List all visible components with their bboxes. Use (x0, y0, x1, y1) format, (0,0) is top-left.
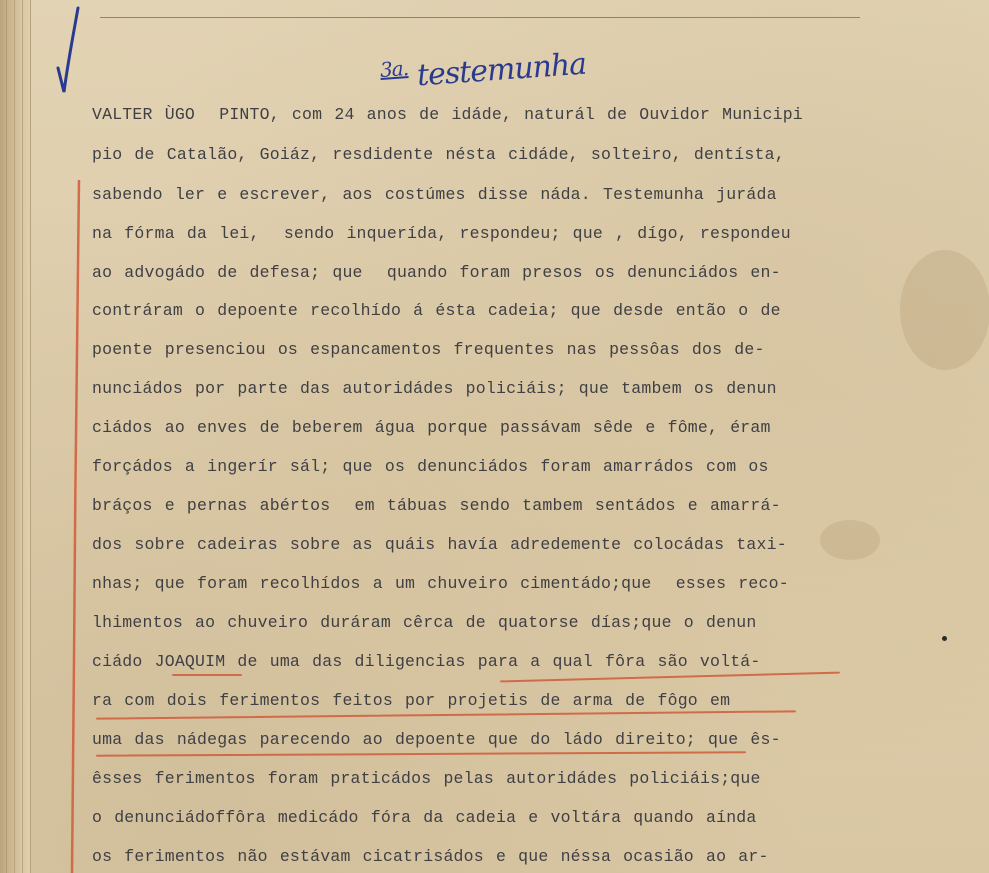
red-underline (172, 674, 242, 676)
binding-edge-line (14, 0, 15, 873)
top-rule-line (100, 17, 860, 18)
text-line: ra com dois ferimentos feitos por projetis de arma de fôgo em (92, 691, 731, 710)
ink-dot (942, 636, 947, 641)
text-line: contráram o depoente recolhído á ésta cadeia; que desde então o de (92, 301, 781, 320)
binding-edge-line (22, 0, 23, 873)
text-line: o denunciádoffôra medicádo fóra da cadeia e voltára quando aínda (92, 808, 757, 827)
text-line: poente presenciou os espancamentos frequentes nas pessôas dos de- (92, 340, 765, 359)
heading-word: testemunha (415, 46, 588, 94)
text-line: lhimentos ao chuveiro duráram cêrca de quatorse días;que o denun (92, 613, 757, 632)
witness-heading (378, 21, 681, 98)
text-line: êsses ferimentos foram praticádos pelas autoridádes policiáis;que (92, 769, 761, 788)
text-line: dos sobre cadeiras sobre as quáis havía adredemente colocádas taxi- (92, 535, 787, 554)
text-line: uma das nádegas parecendo ao depoente que do ládo direito; que ês- (92, 730, 781, 749)
text-line: ciádos ao enves de beberem água porque passávam sêde e fôme, éram (92, 418, 771, 437)
text-line: sabendo ler e escrever, aos costúmes disse náda. Testemunha juráda (92, 185, 777, 204)
text-line: na fórma da lei, sendo inquerída, respondeu; que , dígo, respondeu (92, 224, 791, 243)
red-margin-line (70, 180, 82, 873)
paper-stain (900, 250, 989, 370)
text-line: forçádos a ingerír sál; que os denunciádos foram amarrádos com os (92, 457, 769, 476)
text-line: pio de Catalão, Goiáz, resdidente nésta cidáde, solteiro, dentísta, (92, 145, 785, 164)
binding-edge-line (6, 0, 7, 873)
heading-ordinal: 3a. (379, 56, 409, 82)
text-line: bráços e pernas abértos em tábuas sendo tambem sentádos e amarrá- (92, 496, 781, 515)
paper-stain (820, 520, 880, 560)
text-line: os ferimentos não estávam cicatrisádos e que néssa ocasião ao ar- (92, 847, 769, 866)
binding-edge (0, 0, 31, 873)
red-underline (96, 751, 746, 756)
text-line: nhas; que foram recolhídos a um chuveiro cimentádo;que esses reco- (92, 574, 789, 593)
blue-check-mark (52, 6, 88, 96)
text-line: VALTER ÙGO PINTO, com 24 anos de idáde, naturál de Ouvidor Municipi (92, 105, 803, 124)
text-line: nunciádos por parte das autoridádes policiáis; que tambem os denun (92, 379, 777, 398)
text-line: ciádo JOAQUIM de uma das diligencias para a qual fôra são voltá- (92, 652, 761, 671)
text-line: ao advogádo de defesa; que quando foram presos os denunciádos en- (92, 263, 781, 282)
